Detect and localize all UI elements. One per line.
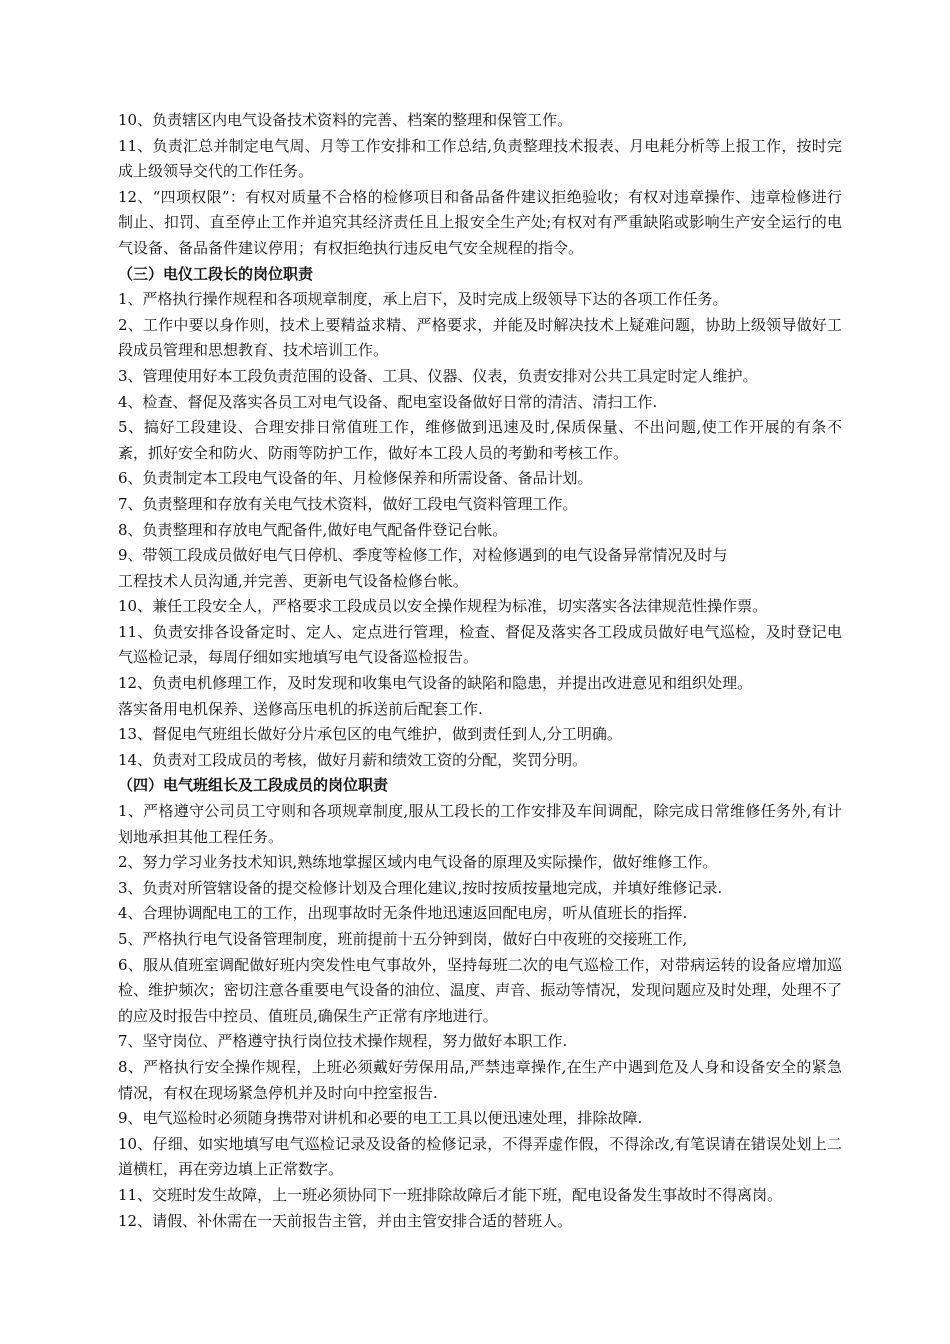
list-item: 8、负责整理和存放电气配备件,做好电气配备件登记台帐。 xyxy=(118,520,508,539)
list-item: 9、带领工段成员做好电气日停机、季度等检修工作，对检修遇到的电气设备异常情况及时与 工程技术人员沟通,并完善、更新电气设备检修台帐。 xyxy=(118,546,728,590)
list-item: 14、负责对工段成员的考核，做好月薪和绩效工资的分配，奖罚分明。 xyxy=(118,750,588,769)
list-item: 4、检查、督促及落实各员工对电气设备、配电室设备做好日常的清洁、清扫工作. xyxy=(118,392,658,411)
list-item: 10、兼任工段安全人，严格要求工段成员以安全操作规程为标准，切实落实各法律规范性操作票。 xyxy=(118,597,768,616)
list-item: 6、服从值班室调配做好班内突发性电气事故外，坚持每班二次的电气巡检工作，对带病运转的设备应增加巡检、维护频次；密切注意各重要电气设备的油位、温度、声音、振动等情况，发现问题应及时处理，处理不了的应及时报告中控员、值班员,确保生产正常有序地进行。 xyxy=(118,955,842,1025)
section-heading-foreman: （三）电仪工段长的岗位职责 xyxy=(118,264,314,283)
list-item: 3、负责对所管辖设备的提交检修计划及合理化建议,按时按质按量地完成，并填好维修记录. xyxy=(118,878,723,897)
list-item: 10、仔细、如实地填写电气巡检记录及设备的检修记录，不得弄虚作假，不得涂改,有笔误请在错误处划上二道横杠，再在旁边填上正常数字。 xyxy=(118,1134,842,1179)
list-item: 4、合理协调配电工的工作，出现事故时无条件地迅速返回配电房，听从值班长的指挥. xyxy=(118,904,688,923)
list-item: 12、“四项权限”：有权对质量不合格的检修项目和备品备件建议拒绝验收；有权对违章操作、违章检修进行制止、扣罚、直至停止工作并追究其经济责任且上报安全生产处;有权对有严重缺陷或影响生产安全运行的电气设备、备品备件建议停用；有权拒绝执行违反电气安全规程的指令。 xyxy=(118,187,842,257)
list-item: 7、负责整理和存放有关电气技术资料，做好工段电气资料管理工作。 xyxy=(118,494,578,513)
list-item: 6、负责制定本工段电气设备的年、月检修保养和所需设备、备品计划。 xyxy=(118,469,593,488)
list-item: 11、负责汇总并制定电气周、月等工作安排和工作总结,负责整理技术报表、月电耗分析等上报工作，按时完成上级领导交代的工作任务。 xyxy=(118,136,842,181)
section-a-list xyxy=(118,108,842,262)
list-item: 12、负责电机修理工作，及时发现和收集电气设备的缺陷和隐患，并提出改进意见和组织处理。 落实备用电机保养、送修高压电机的拆送前后配套工作. xyxy=(118,674,753,718)
list-item: 5、搞好工段建设、合理安排日常值班工作，维修做到迅速及时,保质保量、不出问题,使工作开展的有条不紊，抓好安全和防火、防雨等防护工作，做好本工段人员的考勤和考核工作。 xyxy=(118,418,842,462)
list-item: 8、严格执行安全操作规程，上班必须戴好劳保用品,严禁违章操作,在生产中遇到危及人身和设备安全的紧急情况，有权在现场紧急停机并及时向中控室报告. xyxy=(118,1057,842,1102)
list-item: 2、努力学习业务技术知识,熟练地掌握区域内电气设备的原理及实际操作，做好维修工作。 xyxy=(118,853,718,872)
list-item: 1、严格执行操作规程和各项规章制度，承上启下，及时完成上级领导下达的各项工作任务。 xyxy=(118,290,728,309)
section-b-list xyxy=(118,287,842,773)
section-c-list xyxy=(118,799,842,1234)
document-page xyxy=(118,108,842,1234)
list-item: 1、严格遵守公司员工守则和各项规章制度,服从工段长的工作安排及车间调配，除完成日常维修任务外,有计划地承担其他工程任务。 xyxy=(118,802,842,846)
list-item: 9、电气巡检时必须随身携带对讲机和必要的电工工具以便迅速处理，排除故障. xyxy=(118,1109,643,1128)
list-item: 2、工作中要以身作则，技术上要精益求精、严格要求，并能及时解决技术上疑难问题，协助上级领导做好工段成员管理和思想教育、技术培训工作。 xyxy=(118,315,842,360)
section-heading-team-leader: （四）电气班组长及工段成员的岗位职责 xyxy=(118,776,389,795)
list-item: 13、督促电气班组长做好分片承包区的电气维护，做到责任到人,分工明确。 xyxy=(118,725,622,744)
list-item: 3、管理使用好本工段负责范围的设备、工具、仪器、仪表，负责安排对公共工具定时定人维护。 xyxy=(118,366,758,385)
list-item: 5、严格执行电气设备管理制度，班前提前十五分钟到岗，做好白中夜班的交接班工作, xyxy=(118,930,688,948)
list-item: 11、交班时发生故障，上一班必须协同下一班排除故障后才能下班，配电设备发生事故时不得离岗。 xyxy=(118,1185,783,1204)
list-item: 12、请假、补休需在一天前报告主管，并由主管安排合适的替班人。 xyxy=(118,1211,573,1230)
list-item: 7、坚守岗位、严格遵守执行岗位技术操作规程，努力做好本职工作. xyxy=(118,1032,568,1051)
list-item: 11、负责安排各设备定时、定人、定点进行管理，检查、督促及落实各工段成员做好电气巡检，及时登记电气巡检记录，每周仔细如实地填写电气设备巡检报告。 xyxy=(118,622,842,667)
list-item: 10、负责辖区内电气设备技术资料的完善、档案的整理和保管工作。 xyxy=(118,111,573,129)
